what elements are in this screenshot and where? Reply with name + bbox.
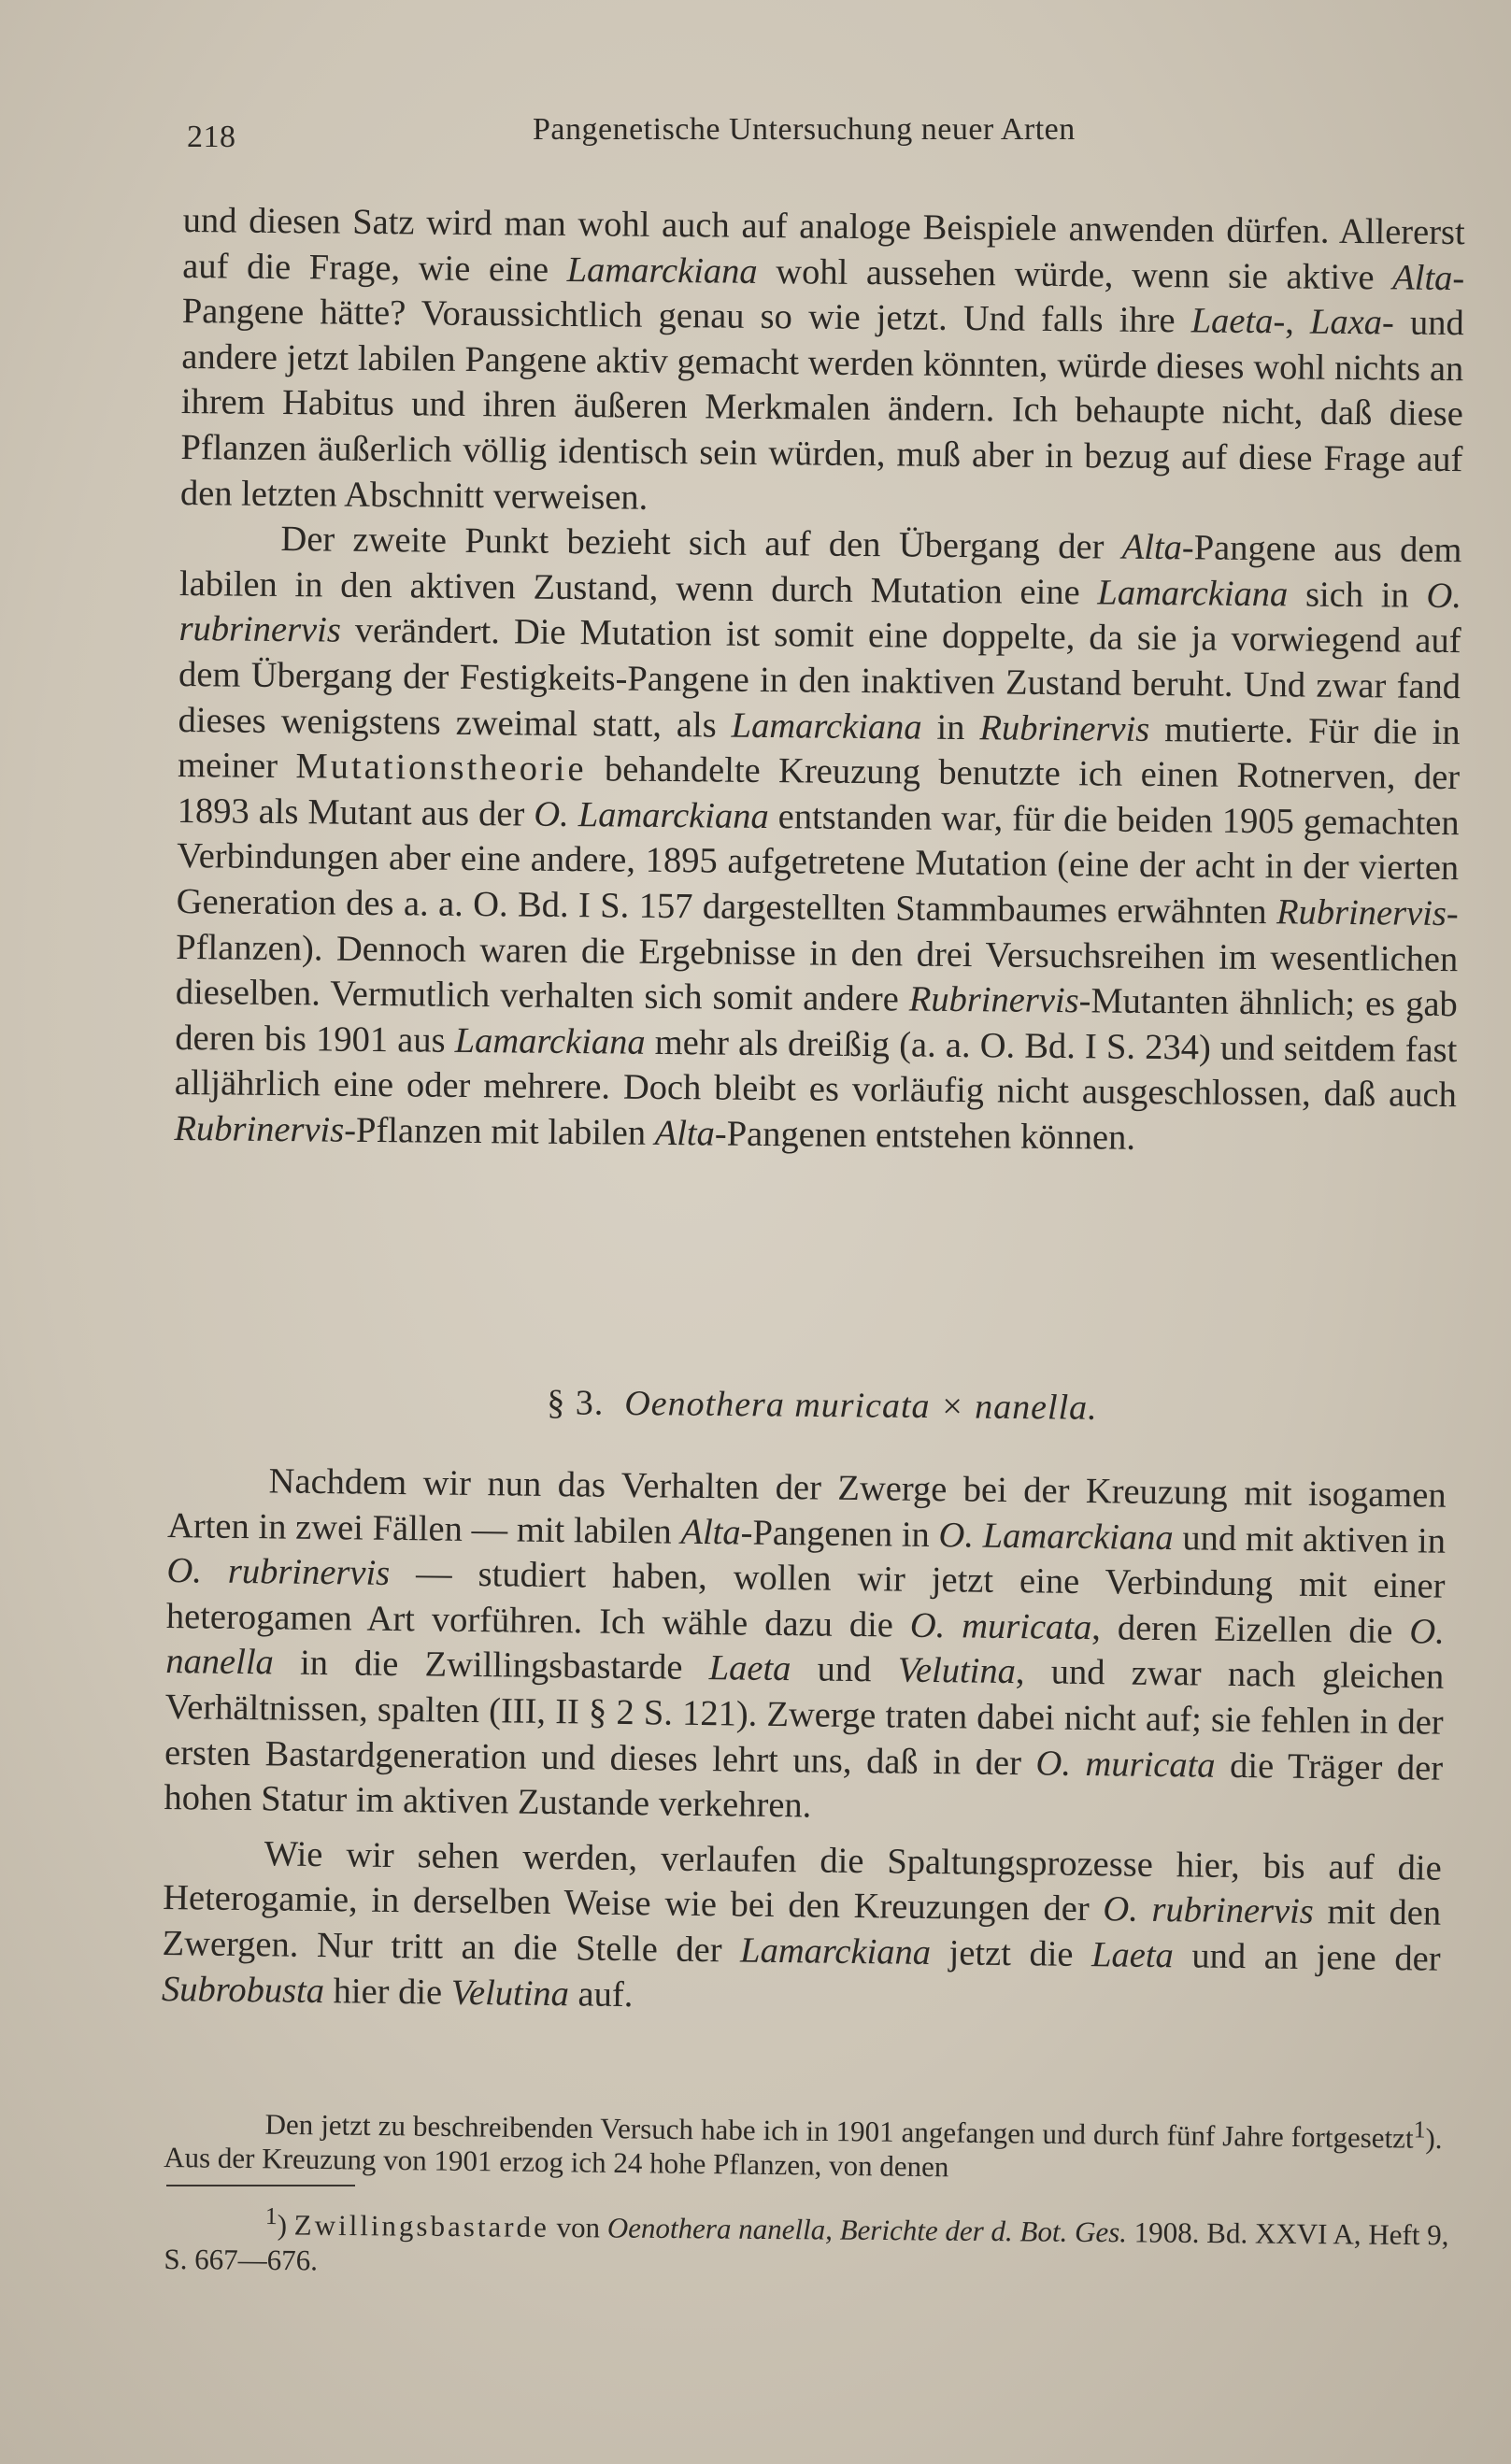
small-print-text [164, 2097, 1443, 2190]
page-number: 218 [187, 120, 236, 154]
section-title: Oenothera muricata × nanella. [624, 1383, 1098, 1428]
footnote: $^1$) Zwillingsbastarde von Oenothera nanella, Berichte der d. Bot. Ges. 1908. Bd. XXVI A, Heft 9, S. 667—676. [164, 2201, 1449, 2277]
page-header [187, 110, 1458, 166]
running-title: Pangenetische Untersuchung neuer Arten [533, 112, 1076, 147]
paragraph-2: Der zweite Punkt bezieht sich auf den Übergang der Alta-Pangene aus dem labilen in den aktiven Zustand, wenn durch Mutation eine Lamarckiana sich in O. rubrinervis verändert. Die Mutation ist somit eine doppelte, da sie ja vorwiegend auf dem Übergang der Festigkeits-Pangene in den inaktiven Zustand beruht. Und zwar fand dieses wenigstens zweimal statt, als Lamarckiana in Rubrinervis mutierte. Für die in meiner Mutationstheorie behandelte Kreuzung benutzte ich einen Rotnerven, der 1893 als Mutant aus der O. Lamarckiana entstanden war, für die beiden 1905 gemachten Verbindungen aber eine andere, 1895 aufgetretene Mutation (eine der acht in der vierten Generation des a. a. O. Bd. I S. 157 dargestellten Stammbaumes erwähnten Rubrinervis-Pflanzen). Dennoch waren die Ergebnisse in den drei Versuchsreihen im wesentlichen dieselben. Vermutlich verhalten sich somit andere Rubrinervis-Mutanten ähnlich; es gab deren bis 1901 aus Lamarckiana mehr als dreißig (a. a. O. Bd. I S. 234) und seitdem fast alljährlich eine oder mehrere. Doch bleibt es vorläufig nicht ausgeschlossen, daß auch Rubrinervis-Pflanzen mit labilen Alta-Pangenen entstehen können. [174, 520, 1462, 1158]
section-text [162, 1458, 1447, 2037]
paragraph-5: Den jetzt zu beschreibenden Versuch habe ich in 1901 angefangen und durch fünf Jahre fortgesetzt$^1$). Aus der Kreuzung von 1901 erzog ich 24 hohe Pflanzen, von denen [163, 2107, 1443, 2184]
footnote-rule [166, 2185, 355, 2186]
section-number: § 3. [547, 1383, 605, 1423]
paragraph-3: Nachdem wir nun das Verhalten der Zwerge bei der Kreuzung mit isogamen Arten in zwei Fällen — mit labilen Alta-Pangenen in O. Lamarckiana und mit aktiven in O. rubrinervis — studiert haben, wollen wir jetzt eine Verbindung mit einer heterogamen Art vorführen. Ich wähle dazu die O. muricata, deren Eizellen die O. nanella in die Zwillingsbastarde Laeta und Velutina, und zwar nach gleichen Verhältnissen, spalten (III, II § 2 S. 121). Zwerge traten dabei nicht auf; sie fehlen in der ersten Bastardgeneration und dieses lehrt uns, daß in der O. muricata die Träger der hohen Statur im aktiven Zustande verkehren. [164, 1461, 1447, 1826]
footnote-mark: 1 [264, 2201, 278, 2230]
paragraph-4: Wie wir sehen werden, verlaufen die Spaltungsprozesse hier, bis auf die Heterogamie, in derselben Weise wie bei den Kreuzungen der O. rubrinervis mit den Zwergen. Nur tritt an die Stelle der Lamarckiana jetzt die Laeta und an jene der Subrobusta hier die Velutina auf. [161, 1834, 1442, 2015]
section-heading [187, 1378, 1458, 1431]
paragraph-1: und diesen Satz wird man wohl auch auf analoge Beispiele anwenden dürfen. Allererst auf die Frage, wie eine Lamarckiana wohl aussehen würde, wenn sie aktive Alta-Pangene hätte? Voraussichtlich genau so wie jetzt. Und falls ihre Laeta-, Laxa- und andere jetzt labilen Pangene aktiv gemacht werden könnten, würde dieses wohl nichts an ihrem Habitus und ihren äußeren Merkmalen ändern. Ich behaupte nicht, daß diese Pflanzen äußerlich völlig identisch sein würden, muß aber in bezug auf diese Frage auf den letzten Abschnitt verweisen. [179, 200, 1465, 518]
main-text [174, 198, 1465, 1164]
